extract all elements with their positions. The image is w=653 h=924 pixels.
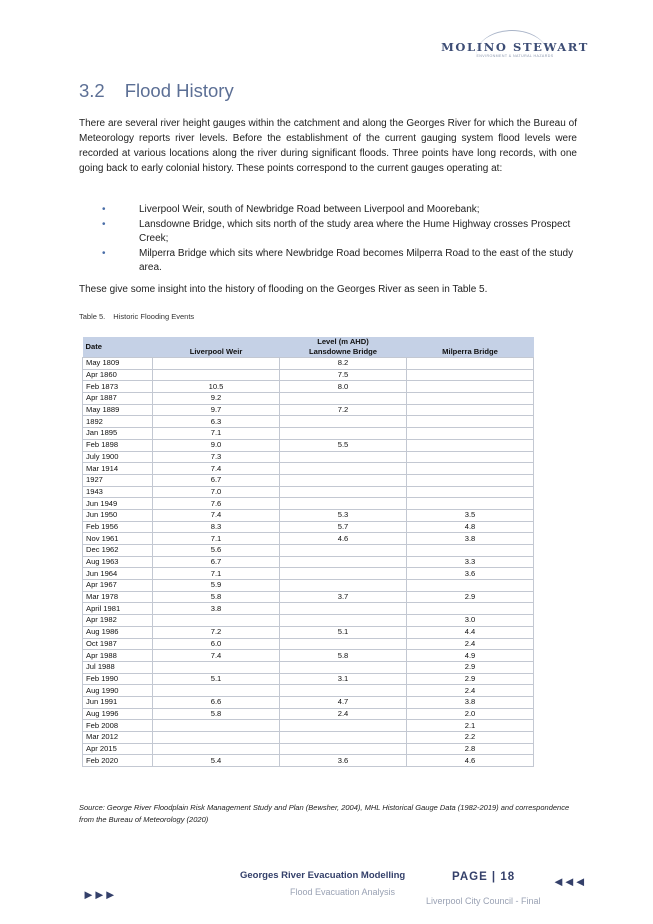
table-row: [83, 615, 534, 627]
table-row: [83, 732, 534, 744]
table-row: [83, 556, 534, 568]
footer-subtitle: Flood Evacuation Analysis: [290, 887, 396, 897]
level-cell: [280, 685, 407, 697]
level-cell: [407, 580, 534, 592]
table-row: [83, 591, 534, 603]
level-cell: 7.0: [153, 486, 280, 498]
date-cell: Jul 1988: [83, 661, 153, 673]
level-cell: [153, 732, 280, 744]
level-cell: 7.1: [153, 568, 280, 580]
table-row: [83, 545, 534, 557]
level-cell: 6.3: [153, 416, 280, 428]
level-cell: 2.1: [407, 720, 534, 732]
date-cell: Jun 1991: [83, 696, 153, 708]
level-cell: [407, 474, 534, 486]
date-cell: July 1900: [83, 451, 153, 463]
level-cell: [407, 428, 534, 440]
level-cell: 3.7: [280, 591, 407, 603]
gauge-list-item: [79, 218, 577, 247]
bullet-icon: •: [102, 218, 106, 230]
logo-name: MOLINO STEWART: [441, 40, 589, 54]
table-row: [83, 661, 534, 673]
column-header-liverpool-weir: Liverpool Weir: [153, 347, 280, 358]
level-cell: 6.6: [153, 696, 280, 708]
table-row: [83, 650, 534, 662]
table-row: [83, 393, 534, 405]
level-cell: [407, 545, 534, 557]
date-cell: Aug 1990: [83, 685, 153, 697]
footer-document-title: Georges River Evacuation Modelling: [240, 870, 406, 881]
outro-paragraph: These give some insight into the history of flooding on the Georges River as seen in Table 5.: [79, 284, 488, 295]
date-cell: Aug 1996: [83, 708, 153, 720]
level-cell: 7.5: [280, 369, 407, 381]
level-cell: 8.3: [153, 521, 280, 533]
level-cell: 3.5: [407, 509, 534, 521]
date-cell: Apr 1887: [83, 393, 153, 405]
level-cell: 5.5: [280, 439, 407, 451]
level-cell: [407, 393, 534, 405]
level-cell: 7.1: [153, 533, 280, 545]
level-cell: [280, 486, 407, 498]
level-cell: 9.0: [153, 439, 280, 451]
section-title: Flood History: [124, 80, 234, 101]
table-row: [83, 369, 534, 381]
level-cell: 6.0: [153, 638, 280, 650]
section-number: 3.2: [79, 80, 105, 101]
level-cell: 3.6: [280, 755, 407, 767]
level-cell: [280, 556, 407, 568]
table-caption: [79, 312, 194, 321]
date-cell: Dec 1962: [83, 545, 153, 557]
level-cell: 3.8: [407, 533, 534, 545]
level-cell: 5.8: [280, 650, 407, 662]
date-cell: Apr 1967: [83, 580, 153, 592]
date-cell: 1892: [83, 416, 153, 428]
date-cell: May 1889: [83, 404, 153, 416]
date-cell: Apr 2015: [83, 743, 153, 755]
date-cell: 1943: [83, 486, 153, 498]
source-note: Source: George River Floodplain Risk Management Study and Plan (Bewsher, 2004), MHL Historical Gauge Data (1982-2019) and correspondence from the Bureau of Meteorology (2020): [79, 803, 570, 824]
table-row: [83, 685, 534, 697]
level-cell: 7.1: [153, 428, 280, 440]
level-cell: 8.0: [280, 381, 407, 393]
gauge-list-item: [79, 203, 577, 218]
level-cell: 4.7: [280, 696, 407, 708]
level-cell: 4.6: [280, 533, 407, 545]
level-cell: 5.9: [153, 580, 280, 592]
table-row: [83, 428, 534, 440]
level-cell: [407, 439, 534, 451]
level-cell: 9.2: [153, 393, 280, 405]
date-cell: Jan 1895: [83, 428, 153, 440]
date-column-header: Date: [83, 337, 153, 358]
level-cell: [407, 358, 534, 370]
table-row: [83, 358, 534, 370]
level-cell: 3.1: [280, 673, 407, 685]
level-cell: 3.3: [407, 556, 534, 568]
gauge-list-item: [79, 247, 577, 276]
date-cell: Nov 1961: [83, 533, 153, 545]
level-cell: [280, 498, 407, 510]
level-cell: [407, 369, 534, 381]
table-row: [83, 626, 534, 638]
level-cell: 4.6: [407, 755, 534, 767]
level-cell: 2.9: [407, 673, 534, 685]
table-body: [83, 358, 534, 767]
level-cell: [280, 463, 407, 475]
table-row: [83, 509, 534, 521]
table-row: [83, 498, 534, 510]
section-heading: [79, 80, 234, 102]
table-row: [83, 439, 534, 451]
level-cell: [280, 545, 407, 557]
company-logo: [440, 30, 590, 70]
table-row: [83, 533, 534, 545]
level-cell: [407, 451, 534, 463]
level-cell: 2.2: [407, 732, 534, 744]
table-row: [83, 451, 534, 463]
date-cell: Jun 1949: [83, 498, 153, 510]
gauge-list-text: Lansdowne Bridge, which sits north of the study area where the Hume Highway crosses Prospect Creek;: [139, 218, 571, 245]
level-cell: 7.6: [153, 498, 280, 510]
level-cell: [280, 474, 407, 486]
level-group-header: Level (m AHD): [153, 337, 534, 347]
date-cell: Jun 1964: [83, 568, 153, 580]
level-cell: [153, 661, 280, 673]
intro-paragraph: There are several river height gauges within the catchment and along the Georges River for which the Bureau of Meteorology reports river levels. Before the establishment of the current gauging system flood levels were recorded at various locations along the river during significant floods. Three points have long records, with one going back to early colonial history. These points correspond to the current gauges operating at:: [79, 118, 577, 175]
historic-flooding-table: [82, 337, 534, 767]
level-cell: [280, 428, 407, 440]
level-cell: [153, 685, 280, 697]
table-caption-text: Historic Flooding Events: [113, 312, 195, 321]
table-row: [83, 521, 534, 533]
back-arrows-icon: ◄◄◄: [552, 874, 585, 889]
level-cell: 4.8: [407, 521, 534, 533]
level-cell: [280, 393, 407, 405]
level-cell: 4.4: [407, 626, 534, 638]
bullet-icon: •: [102, 204, 106, 215]
level-cell: [407, 603, 534, 615]
level-cell: 3.0: [407, 615, 534, 627]
level-cell: [280, 568, 407, 580]
date-cell: Feb 1956: [83, 521, 153, 533]
footer-page-number: PAGE | 18: [452, 871, 516, 883]
level-cell: 9.7: [153, 404, 280, 416]
level-cell: 7.3: [153, 451, 280, 463]
level-cell: [407, 498, 534, 510]
level-cell: 7.2: [153, 626, 280, 638]
level-cell: 2.4: [407, 638, 534, 650]
level-cell: 5.4: [153, 755, 280, 767]
date-cell: Feb 1898: [83, 439, 153, 451]
level-cell: 5.6: [153, 545, 280, 557]
date-cell: Mar 1914: [83, 463, 153, 475]
level-cell: 5.1: [153, 673, 280, 685]
bullet-icon: •: [102, 247, 106, 259]
date-cell: 1927: [83, 474, 153, 486]
table-row: [83, 603, 534, 615]
level-cell: [407, 416, 534, 428]
table-row: [83, 463, 534, 475]
level-cell: [280, 416, 407, 428]
level-cell: 3.6: [407, 568, 534, 580]
table-row: [83, 696, 534, 708]
table-row: [83, 568, 534, 580]
table-row: [83, 416, 534, 428]
level-cell: 2.4: [280, 708, 407, 720]
level-cell: [280, 661, 407, 673]
table-row: [83, 708, 534, 720]
logo-tagline: ENVIRONMENT & NATURAL HAZARDS: [476, 54, 554, 58]
gauge-list-text: Milperra Bridge which sits where Newbridge Road becomes Milperra Road to the east of the study area.: [139, 247, 574, 274]
level-cell: 3.8: [153, 603, 280, 615]
table-row: [83, 580, 534, 592]
level-cell: [280, 638, 407, 650]
table-row: [83, 755, 534, 767]
date-cell: Apr 1860: [83, 369, 153, 381]
table-row: [83, 474, 534, 486]
date-cell: April 1981: [83, 603, 153, 615]
forward-arrows-icon: ►►►: [82, 887, 115, 902]
column-header-milperra-bridge: Milperra Bridge: [407, 347, 534, 358]
date-cell: Mar 2012: [83, 732, 153, 744]
level-cell: 10.5: [153, 381, 280, 393]
table-row: [83, 720, 534, 732]
table-row: [83, 381, 534, 393]
level-cell: [153, 615, 280, 627]
date-cell: Feb 2020: [83, 755, 153, 767]
level-cell: 6.7: [153, 556, 280, 568]
level-cell: 5.3: [280, 509, 407, 521]
level-cell: 2.8: [407, 743, 534, 755]
date-cell: Oct 1987: [83, 638, 153, 650]
level-cell: [280, 603, 407, 615]
footer-client: Liverpool City Council - Final: [426, 896, 541, 906]
level-cell: 2.0: [407, 708, 534, 720]
level-cell: 2.9: [407, 591, 534, 603]
level-cell: [280, 615, 407, 627]
level-cell: 6.7: [153, 474, 280, 486]
table-row: [83, 404, 534, 416]
level-cell: 7.4: [153, 650, 280, 662]
level-cell: 5.1: [280, 626, 407, 638]
level-cell: [280, 580, 407, 592]
date-cell: Apr 1988: [83, 650, 153, 662]
gauge-list-text: Liverpool Weir, south of Newbridge Road between Liverpool and Moorebank;: [139, 204, 480, 215]
column-header-lansdowne-bridge: Lansdowne Bridge: [280, 347, 407, 358]
level-cell: [280, 743, 407, 755]
level-cell: 5.8: [153, 591, 280, 603]
table-row: [83, 486, 534, 498]
date-cell: Mar 1978: [83, 591, 153, 603]
date-cell: Feb 1990: [83, 673, 153, 685]
date-cell: Feb 2008: [83, 720, 153, 732]
level-cell: 7.2: [280, 404, 407, 416]
level-cell: [153, 369, 280, 381]
level-cell: [280, 732, 407, 744]
level-cell: [407, 404, 534, 416]
level-cell: [153, 720, 280, 732]
level-cell: 5.8: [153, 708, 280, 720]
level-cell: 8.2: [280, 358, 407, 370]
table-caption-label: Table 5.: [79, 312, 106, 321]
level-cell: [153, 358, 280, 370]
level-cell: 2.4: [407, 685, 534, 697]
level-cell: 7.4: [153, 509, 280, 521]
level-cell: [153, 743, 280, 755]
level-cell: 3.8: [407, 696, 534, 708]
table-row: [83, 673, 534, 685]
gauge-list: [79, 203, 577, 276]
level-cell: 2.9: [407, 661, 534, 673]
date-cell: May 1809: [83, 358, 153, 370]
date-cell: Apr 1982: [83, 615, 153, 627]
level-cell: [280, 720, 407, 732]
table-row: [83, 743, 534, 755]
level-cell: [407, 486, 534, 498]
level-cell: [407, 463, 534, 475]
level-cell: [407, 381, 534, 393]
date-cell: Feb 1873: [83, 381, 153, 393]
level-cell: 4.9: [407, 650, 534, 662]
level-cell: [280, 451, 407, 463]
table-row: [83, 638, 534, 650]
level-cell: 5.7: [280, 521, 407, 533]
date-cell: Aug 1986: [83, 626, 153, 638]
date-cell: Jun 1950: [83, 509, 153, 521]
date-cell: Aug 1963: [83, 556, 153, 568]
level-cell: 7.4: [153, 463, 280, 475]
